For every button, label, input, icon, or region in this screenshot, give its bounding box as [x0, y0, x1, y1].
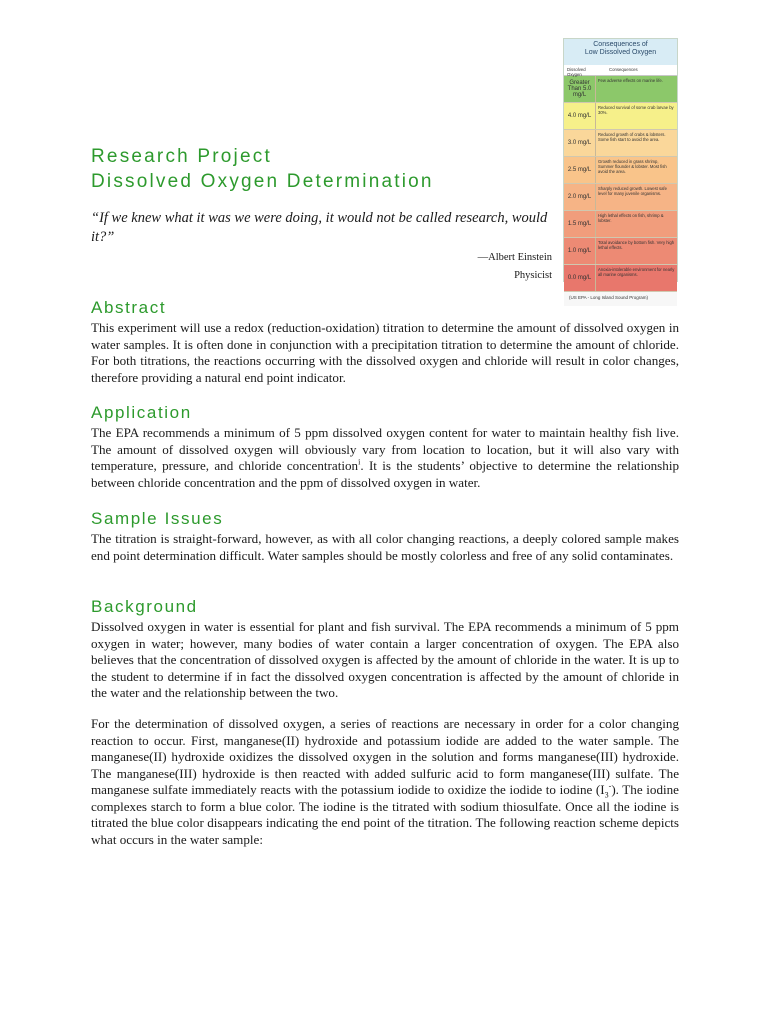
- chart-row: [564, 211, 677, 238]
- sample-issues-text: The titration is straight-forward, however, as with all color changing reactions, a deeply colored sample makes end point determination difficult. Water samples should be mostly colorless and free of any solid contaminates.: [91, 531, 679, 563]
- heading-application: Application: [91, 403, 192, 422]
- title-line-1: Research Project: [91, 146, 272, 167]
- chart-row: [564, 76, 677, 103]
- chart-row: [564, 238, 677, 265]
- application-text-part-2: . It is the students’ objective to determine the relationship between chloride concentration and the ppm of dissolved oxygen in water.: [91, 458, 680, 490]
- chart-row-consequence: Reduced survival of some crab larvae by 30%.: [598, 105, 674, 115]
- chart-row-level: 0.0 mg/L: [564, 265, 596, 291]
- background-text-2: [91, 716, 679, 848]
- epigraph-quote: “If we knew what it was we were doing, it would not be called research, would it?”: [91, 210, 548, 245]
- chart-title-line-1: Consequences of: [593, 41, 648, 48]
- chart-row-level: 3.0 mg/L: [564, 130, 596, 156]
- application-text: [91, 425, 679, 491]
- footnote-marker: i: [358, 457, 361, 467]
- chart-row: [564, 157, 677, 184]
- application-text-part-1: The EPA recommends a minimum of 5 ppm dissolved oxygen content for water to maintain healthy fish live. The amount of dissolved oxygen will obviously vary from location to location, but it will also vary with temperature, pressure, and chloride concentration: [91, 425, 679, 473]
- heading-abstract: Abstract: [91, 298, 167, 317]
- chart-title: [564, 39, 677, 65]
- chart-col-level: Dissolved Oxygen: [567, 67, 586, 77]
- title-line-2: Dissolved Oxygen Determination: [91, 171, 434, 192]
- heading-sample-issues: Sample Issues: [91, 509, 224, 528]
- chart-row-consequence: Few adverse effects on marine life.: [598, 78, 663, 83]
- abstract-text: This experiment will use a redox (reduction-oxidation) titration to determine the amount of dissolved oxygen in water samples. It is often done in conjunction with a precipitation titration to determine the amount of chloride. For both titrations, the reactions occurring with the dissolved oxygen and chloride will result in color changes, therefore providing a natural end point indicator.: [91, 320, 679, 385]
- chart-row-level: 2.0 mg/L: [564, 184, 596, 210]
- chart-row-consequence: Anoxia-intolerable environment for nearly all marine organisms.: [598, 267, 675, 277]
- chart-row: [564, 184, 677, 211]
- quote-author-role: Physicist: [514, 270, 552, 281]
- chart-row-level: 2.5 mg/L: [564, 157, 596, 183]
- dissolved-oxygen-chart: [563, 38, 678, 300]
- chart-row: [564, 130, 677, 157]
- iodine-subscript: 3: [604, 790, 609, 800]
- chart-row: [564, 265, 677, 292]
- background-text-2-part-2: ). The iodine complexes starch to form a blue color. The iodine is the titrated with sodium thiosulfate. Once all the iodine is titrated the blue color disappears indicating the end point of the titration. The following reaction scheme depicts what occurs in the water sample:: [91, 782, 679, 847]
- chart-row-consequence: Reduced growth of crabs & lobsters. Some fish start to avoid the area.: [598, 132, 666, 142]
- chart-title-line-2: Low Dissolved Oxygen: [584, 49, 657, 56]
- chart-row-level: Greater Than 5.0 mg/L: [564, 76, 596, 102]
- background-text-2-part-1: For the determination of dissolved oxygen, a series of reactions are necessary in order for a color changing reaction to occur. First, manganese(II) hydroxide and potassium iodide are added to the water sample. The manganese(II) hydroxide oxidizes the dissolved oxygen in the solution and forms manganese(III) hydroxide. The manganese(III) hydroxide is then reacted with added sulfuric acid to form manganese(III) sulfate. The manganese sulfate immediately reacts with the potassium iodide to oxidize the iodide to iodine (I: [91, 716, 679, 797]
- chart-row-consequence: Sharply reduced growth. Lowest safe level for many juvenile organisms.: [598, 186, 667, 196]
- chart-row: [564, 103, 677, 130]
- chart-row-level: 4.0 mg/L: [564, 103, 596, 129]
- chart-source: (US EPA - Long Island Sound Program): [564, 292, 677, 306]
- heading-background: Background: [91, 597, 198, 616]
- quote-author: —Albert Einstein: [477, 252, 552, 263]
- chart-row-level: 1.5 mg/L: [564, 211, 596, 237]
- chart-rows: [564, 76, 677, 292]
- chart-column-headers: [564, 65, 677, 76]
- chart-col-consequence: Consequences: [609, 67, 638, 72]
- chart-row-level: 1.0 mg/L: [564, 238, 596, 264]
- document-title: [91, 144, 434, 194]
- background-text-1: Dissolved oxygen in water is essential for plant and fish survival. The EPA recommends a minimum of 5 ppm oxygen in water; however, many bodies of water contain a larger concentration of oxygen. The EPA also believes that the concentration of dissolved oxygen is affected by the amount of chloride in the water. It is up to the student to determine if in fact the dissolved oxygen concentration is affected by the amount of chloride in the water and the relationship between the two.: [91, 619, 679, 700]
- chart-row-consequence: High lethal effects on fish, shrimp & lobster.: [598, 213, 664, 223]
- iodine-superscript: -: [608, 781, 612, 791]
- chart-row-consequence: Growth reduced in grass shrimp, Summer flounder & lobster. Most fish avoid the area.: [598, 159, 667, 174]
- chart-row-consequence: Total avoidance by bottom fish. Very high lethal effects.: [598, 240, 675, 250]
